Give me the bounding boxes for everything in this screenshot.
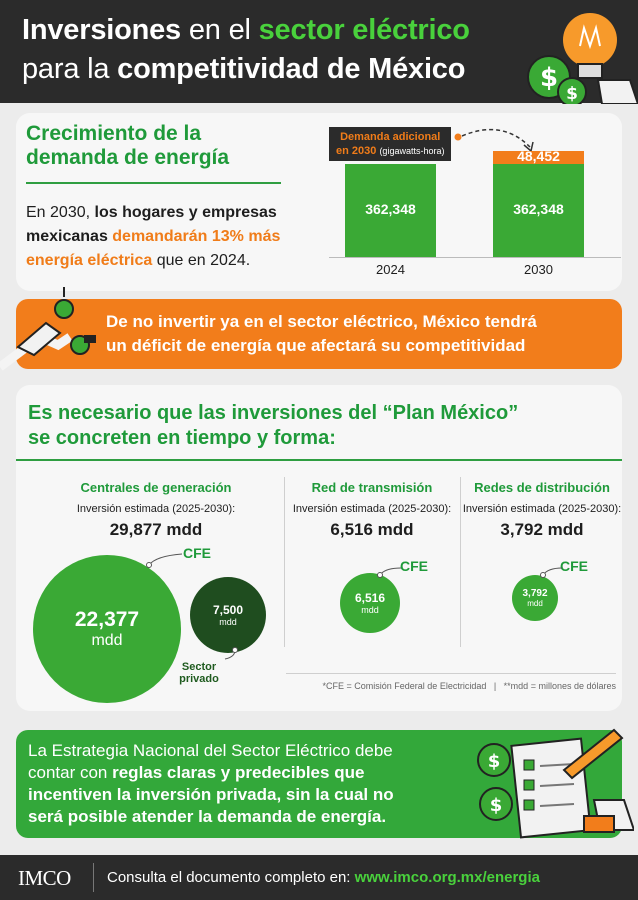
x-tick-2024: 2024 bbox=[376, 262, 405, 277]
distribution-cfe-bubble bbox=[512, 575, 558, 621]
transmission-title: Red de transmisión bbox=[311, 480, 433, 495]
transmission-cfe-value: 6,516 bbox=[354, 591, 386, 605]
strategy-line-4: será posible atender la demanda de energía. bbox=[28, 807, 387, 826]
plan-mexico-card bbox=[16, 385, 622, 711]
generation-total: 29,877 mdd bbox=[109, 520, 203, 539]
footnote: *CFE = Comisión Federal de Electricidad | **mdd = millones de dólares bbox=[322, 681, 616, 691]
private-label-2: privado bbox=[179, 673, 219, 685]
generation-private-label bbox=[172, 661, 226, 685]
bar-value-label: 362,348 bbox=[365, 201, 416, 218]
header bbox=[0, 0, 638, 103]
transmission-total: 6,516 mdd bbox=[330, 520, 414, 539]
chart-note-unit: (gigawatts-hora) bbox=[379, 146, 445, 156]
strategy-line-1: La Estrategia Nacional del Sector Eléctrico debe bbox=[28, 741, 393, 760]
strategy-box bbox=[16, 730, 622, 838]
title-word-competitividad: competitividad de México bbox=[117, 53, 466, 85]
growth-text-2: los hogares y empresas mexicanas bbox=[26, 204, 277, 245]
svg-text:$: $ bbox=[489, 795, 503, 816]
distribution-cfe-pointer bbox=[540, 565, 564, 579]
generation-title: Centrales de generación bbox=[80, 480, 232, 495]
svg-text:$: $ bbox=[566, 84, 578, 104]
bar-value-label: 362,348 bbox=[513, 201, 564, 218]
footer-separator bbox=[93, 863, 94, 892]
warning-banner bbox=[16, 299, 622, 369]
transmission-cfe-bubble bbox=[340, 573, 400, 633]
svg-text:$: $ bbox=[539, 63, 559, 93]
transmission-subtitle: Inversión estimada (2025-2030): bbox=[292, 503, 452, 515]
bar-2030-base bbox=[493, 164, 584, 257]
chart-note-year: en 2030 bbox=[336, 145, 377, 157]
growth-text-1: En 2030, bbox=[26, 204, 95, 221]
footer-url-link[interactable]: www.imco.org.mx/energia bbox=[354, 869, 540, 886]
title-word-para-la: para la bbox=[22, 53, 118, 85]
transmission-cfe-unit: mdd bbox=[361, 605, 379, 615]
distribution-cfe-unit: mdd bbox=[527, 599, 543, 608]
generation-private-unit: mdd bbox=[219, 617, 237, 627]
generation-subtitle: Inversión estimada (2025-2030): bbox=[76, 503, 236, 515]
generation-private-bubble bbox=[190, 577, 266, 653]
footnote-divider bbox=[286, 673, 616, 674]
x-tick-2030: 2030 bbox=[524, 262, 553, 277]
banner-text bbox=[106, 310, 537, 358]
generation-cfe-label: CFE bbox=[183, 545, 211, 561]
generation-cfe-bubble bbox=[33, 555, 181, 703]
growth-heading-line-2: demanda de energía bbox=[26, 146, 230, 169]
title-word-en-el: en el bbox=[181, 14, 259, 46]
chart-note-title: Demanda adicional bbox=[340, 131, 441, 143]
transmission-cfe-pointer bbox=[377, 565, 403, 579]
strategy-text bbox=[28, 740, 394, 828]
title-word-sector: sector eléctrico bbox=[258, 14, 470, 46]
divider bbox=[26, 182, 281, 184]
column-separator-1 bbox=[284, 477, 285, 647]
footer-text bbox=[107, 869, 540, 886]
distribution-title: Redes de distribución bbox=[474, 480, 610, 495]
growth-text-3: demandarán 13% más energía eléctrica bbox=[26, 228, 281, 269]
footer bbox=[0, 855, 638, 900]
generation-private-pointer bbox=[223, 647, 243, 661]
strategy-line-2b: reglas claras y predecibles que bbox=[112, 763, 365, 782]
transmission-cfe-label: CFE bbox=[400, 558, 428, 574]
distribution-total: 3,792 mdd bbox=[500, 520, 584, 539]
bar-2024-base bbox=[345, 164, 436, 257]
demand-growth-card bbox=[16, 113, 622, 291]
chart-baseline bbox=[329, 257, 621, 258]
unplugged-cable-icon bbox=[0, 287, 100, 379]
checklist-pencil-icon bbox=[464, 720, 634, 842]
title-word-inversiones: Inversiones bbox=[22, 14, 181, 46]
growth-text-4: que en 2024. bbox=[152, 252, 251, 269]
bar-value-label: 48,452 bbox=[517, 148, 560, 165]
generation-cfe-pointer bbox=[146, 550, 188, 570]
title-line-1 bbox=[22, 14, 470, 47]
chart-note bbox=[329, 127, 451, 161]
plan-heading-line-2: se concreten en tiempo y forma: bbox=[28, 427, 336, 449]
generation-cfe-value: 22,377 bbox=[74, 608, 140, 631]
banner-line-2: un déficit de energía que afectará su competitividad bbox=[106, 336, 526, 355]
distribution-cfe-label: CFE bbox=[560, 558, 588, 574]
generation-private-value: 7,500 bbox=[212, 603, 244, 617]
title-line-2 bbox=[22, 53, 465, 86]
private-label-1: Sector bbox=[181, 661, 217, 673]
plan-heading-line-1: Es necesario que las inversiones del “Plan México” bbox=[28, 402, 519, 424]
column-separator-2 bbox=[460, 477, 461, 647]
strategy-line-2a: contar con bbox=[28, 763, 113, 782]
generation-cfe-unit: mdd bbox=[91, 632, 123, 649]
lightbulb-money-icon bbox=[520, 6, 638, 104]
strategy-line-3: incentiven la inversión privada, sin la cual no bbox=[28, 785, 394, 804]
svg-text:$: $ bbox=[487, 751, 501, 772]
plan-heading bbox=[28, 401, 518, 451]
footer-text-label: Consulta el documento completo en: bbox=[107, 869, 355, 886]
bar-2030-additional bbox=[493, 148, 584, 165]
growth-heading-line-1: Crecimiento de la bbox=[26, 122, 202, 145]
growth-heading bbox=[26, 122, 229, 170]
growth-text bbox=[26, 201, 291, 273]
distribution-subtitle: Inversión estimada (2025-2030): bbox=[462, 503, 622, 515]
distribution-cfe-value: 3,792 bbox=[522, 588, 548, 599]
imco-logo: IMCO bbox=[18, 866, 71, 890]
plan-divider bbox=[16, 459, 622, 461]
banner-line-1: De no invertir ya en el sector eléctrico, México tendrá bbox=[106, 312, 537, 331]
